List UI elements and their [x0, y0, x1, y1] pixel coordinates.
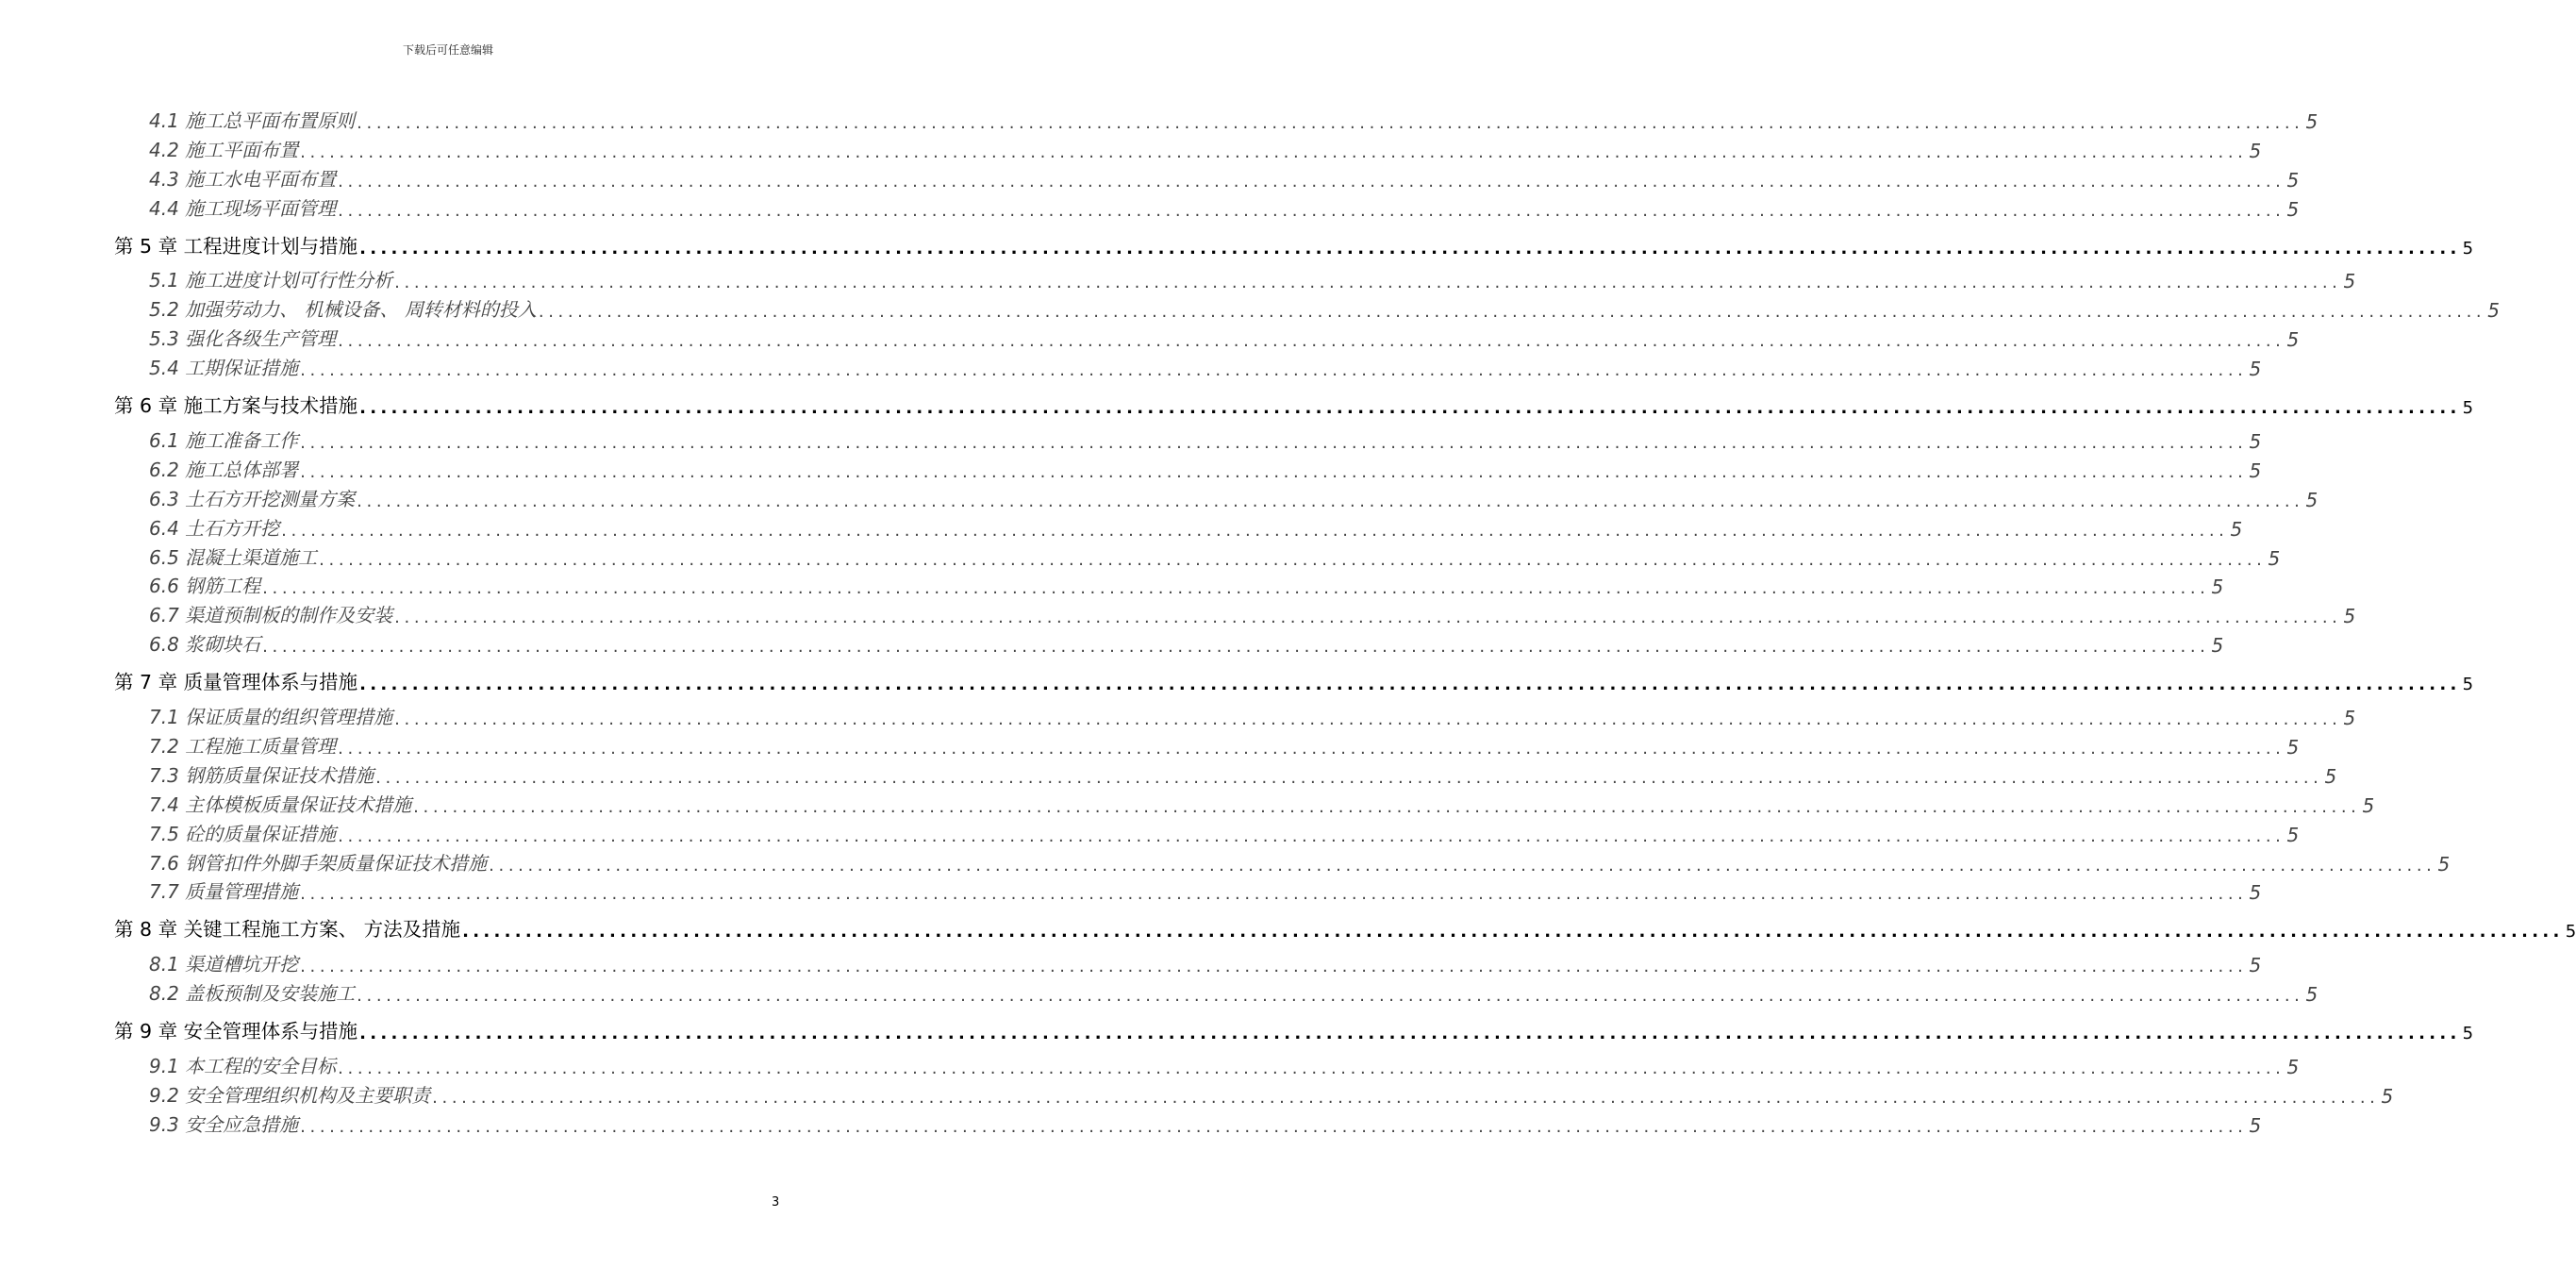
toc-section-title: 7.1 保证质量的组织管理措施: [149, 706, 393, 729]
toc-page-number: 5: [2343, 270, 2356, 293]
toc-page-number: 5: [2324, 764, 2337, 788]
toc-section-entry[interactable]: [149, 351, 2262, 381]
toc-chapter-title: 第 6 章 施工方案与技术措施: [114, 394, 358, 418]
toc-page-number: 5: [2230, 517, 2243, 541]
toc-section-entry[interactable]: [149, 192, 2300, 221]
toc-dot-leader: ........................................................................................................................................................................................................: [394, 273, 2342, 293]
toc-section-title: 6.8 浆砌块石: [149, 633, 261, 657]
toc-chapter-entry[interactable]: [114, 1006, 2474, 1044]
toc-chapter-entry[interactable]: [114, 380, 2474, 419]
toc-section-entry[interactable]: [149, 817, 2300, 846]
toc-page-number: 5: [2286, 1056, 2300, 1079]
toc-section-entry[interactable]: [149, 133, 2262, 162]
toc-section-title: 6.3 土石方开挖测量方案: [149, 487, 356, 510]
toc-section-title: 6.7 渠道预制板的制作及安装: [149, 604, 393, 627]
toc-section-title: 9.1 本工程的安全目标: [149, 1055, 337, 1078]
toc-chapter-title: 第 9 章 安全管理体系与措施: [114, 1020, 358, 1043]
toc-section-entry[interactable]: [149, 453, 2262, 482]
toc-page-number: 5: [2462, 675, 2474, 695]
toc-dot-leader: ........................................................................................................................................................................................................: [359, 1024, 2461, 1044]
toc-section-title: 8.2 盖板预制及安装施工: [149, 982, 356, 1006]
toc-section-title: 6.4 土石方开挖: [149, 516, 280, 540]
toc-section-entry[interactable]: [149, 292, 2500, 323]
toc-section-entry[interactable]: [149, 700, 2356, 730]
toc-page-number: 5: [2211, 576, 2224, 599]
toc-dot-leader: ........................................................................................................................................................................................................: [359, 675, 2461, 695]
toc-dot-leader: ........................................................................................................................................................................................................: [338, 739, 2285, 759]
toc-page-number: 5: [2462, 238, 2474, 259]
toc-section-title: 7.6 钢管扣件外脚手架质量保证技术措施: [149, 851, 488, 875]
toc-dot-leader: ........................................................................................................................................................................................................: [394, 608, 2342, 628]
toc-page-number: 5: [2437, 852, 2451, 876]
toc-page-number: 5: [2268, 546, 2281, 570]
toc-page-number: 5: [2249, 459, 2262, 482]
toc-section-entry[interactable]: [149, 976, 2318, 1007]
toc-dot-leader: ........................................................................................................................................................................................................: [394, 709, 2342, 730]
toc-chapter-entry[interactable]: [114, 657, 2474, 695]
toc-page-number: 5: [2343, 605, 2356, 628]
toc-dot-leader: ........................................................................................................................................................................................................: [300, 884, 2248, 905]
toc-section-title: 4.4 施工现场平面管理: [149, 196, 337, 220]
toc-chapter-entry[interactable]: [114, 221, 2474, 259]
toc-dot-leader: ........................................................................................................................................................................................................: [300, 360, 2248, 381]
toc-section-title: 5.1 施工进度计划可行性分析: [149, 269, 393, 292]
toc-section-title: 6.5 混凝土渠道施工: [149, 545, 318, 569]
toc-page-number: 5: [2462, 1024, 2474, 1044]
toc-section-entry[interactable]: [149, 1108, 2262, 1137]
toc-page-number: 5: [2487, 299, 2500, 323]
toc-section-title: 5.4 工期保证措施: [149, 357, 299, 380]
toc-page-number: 5: [2286, 736, 2300, 759]
toc-section-title: 6.2 施工总体部署: [149, 458, 299, 481]
toc-section-entry[interactable]: [149, 482, 2318, 511]
toc-page-number: 5: [2286, 168, 2300, 192]
toc-page-number: 5: [2249, 430, 2262, 454]
toc-page-number: 5: [2305, 109, 2318, 133]
toc-section-title: 7.7 质量管理措施: [149, 880, 299, 904]
toc-section-entry[interactable]: [149, 598, 2356, 628]
toc-section-entry[interactable]: [149, 1078, 2394, 1109]
toc-section-entry[interactable]: [149, 729, 2300, 759]
toc-page-number: 5: [2286, 328, 2300, 352]
toc-dot-leader: ........................................................................................................................................................................................................: [538, 302, 2486, 323]
toc-dot-leader: ........................................................................................................................................................................................................: [338, 331, 2285, 352]
toc-chapter-entry[interactable]: [114, 904, 2576, 943]
toc-section-title: 6.1 施工准备工作: [149, 429, 299, 453]
toc-dot-leader: ........................................................................................................................................................................................................: [338, 826, 2285, 846]
toc-section-entry[interactable]: [149, 264, 2356, 293]
toc-page-number: 5: [2249, 881, 2262, 905]
toc-section-title: 7.5 砼的质量保证措施: [149, 822, 337, 845]
toc-section-title: 9.3 安全应急措施: [149, 1112, 299, 1136]
toc-dot-leader: ........................................................................................................................................................................................................: [357, 491, 2304, 511]
toc-chapter-title: 第 8 章 关键工程施工方案、 方法及措施: [114, 918, 461, 942]
toc-chapter-title: 第 7 章 质量管理体系与措施: [114, 671, 358, 694]
toc-section-entry[interactable]: [149, 104, 2318, 133]
toc-chapter-title: 第 5 章 工程进度计划与措施: [114, 234, 358, 258]
toc-dot-leader: ........................................................................................................................................................................................................: [338, 171, 2285, 192]
toc-section-entry[interactable]: [149, 947, 2262, 977]
toc-page-number: 5: [2286, 823, 2300, 846]
toc-page-number: 5: [2211, 634, 2224, 658]
toc-section-entry[interactable]: [149, 541, 2281, 570]
toc-dot-leader: ........................................................................................................................................................................................................: [359, 238, 2461, 259]
toc-dot-leader: ........................................................................................................................................................................................................: [462, 922, 2564, 943]
toc-section-entry[interactable]: [149, 627, 2224, 658]
toc-section-entry[interactable]: [149, 570, 2224, 599]
toc-section-title: 4.3 施工水电平面布置: [149, 167, 337, 191]
toc-dot-leader: ........................................................................................................................................................................................................: [357, 112, 2304, 133]
toc-dot-leader: ........................................................................................................................................................................................................: [262, 578, 2210, 599]
toc-section-title: 5.3 强化各级生产管理: [149, 327, 337, 351]
toc-section-title: 6.6 钢筋工程: [149, 575, 261, 598]
toc-page-number: 5: [2249, 358, 2262, 381]
toc-dot-leader: ........................................................................................................................................................................................................: [262, 637, 2210, 658]
toc-dot-leader: ........................................................................................................................................................................................................: [338, 1059, 2285, 1079]
toc-section-title: 5.2 加强劳动力、 机械设备、 周转材料的投入: [149, 298, 537, 322]
toc-dot-leader: ........................................................................................................................................................................................................: [300, 957, 2248, 977]
toc-section-entry[interactable]: [149, 788, 2375, 817]
toc-page-number: 5: [2249, 954, 2262, 977]
toc-section-entry[interactable]: [149, 846, 2451, 876]
toc-dot-leader: ........................................................................................................................................................................................................: [489, 855, 2436, 876]
toc-page-number: 5: [2286, 197, 2300, 221]
toc-page-number: 5: [2381, 1085, 2394, 1109]
toc-dot-leader: ........................................................................................................................................................................................................: [359, 398, 2461, 419]
toc-page-number: 5: [2343, 707, 2356, 730]
toc-section-entry[interactable]: [149, 162, 2300, 192]
page-number: 3: [772, 1195, 780, 1210]
toc-section-entry[interactable]: [149, 1049, 2300, 1079]
toc-page-number: 5: [2462, 398, 2474, 419]
toc-dot-leader: ........................................................................................................................................................................................................: [300, 142, 2248, 162]
toc-page-number: 5: [2249, 1113, 2262, 1137]
toc-page-number: 5: [2362, 793, 2375, 817]
toc-section-title: 4.1 施工总平面布置原则: [149, 108, 356, 132]
toc-dot-leader: ........................................................................................................................................................................................................: [300, 433, 2248, 454]
page-header: 下载后可任意编辑: [402, 43, 493, 57]
toc-section-entry[interactable]: [149, 322, 2300, 352]
table-of-contents: [0, 104, 2576, 1137]
toc-page-number: 5: [2249, 139, 2262, 162]
toc-section-entry[interactable]: [149, 876, 2262, 905]
toc-page-number: 5: [2305, 983, 2318, 1007]
toc-section-entry[interactable]: [149, 759, 2337, 788]
toc-section-title: 8.1 渠道槽坑开挖: [149, 953, 299, 976]
toc-dot-leader: ........................................................................................................................................................................................................: [432, 1088, 2380, 1109]
toc-section-title: 7.2 工程施工质量管理: [149, 735, 337, 759]
toc-dot-leader: ........................................................................................................................................................................................................: [357, 986, 2304, 1007]
toc-section-title: 7.3 钢筋质量保证技术措施: [149, 763, 374, 787]
toc-dot-leader: ........................................................................................................................................................................................................: [300, 1116, 2248, 1137]
toc-dot-leader: ........................................................................................................................................................................................................: [338, 200, 2285, 221]
toc-section-title: 7.4 主体模板质量保证技术措施: [149, 792, 412, 816]
toc-section-title: 4.2 施工平面布置: [149, 138, 299, 161]
toc-dot-leader: ........................................................................................................................................................................................................: [281, 520, 2229, 541]
toc-dot-leader: ........................................................................................................................................................................................................: [300, 461, 2248, 482]
toc-section-entry[interactable]: [149, 424, 2262, 454]
toc-section-entry[interactable]: [149, 511, 2243, 541]
toc-page-number: 5: [2305, 488, 2318, 511]
toc-section-title: 9.2 安全管理组织机构及主要职责: [149, 1084, 431, 1108]
toc-dot-leader: ........................................................................................................................................................................................................: [375, 767, 2323, 788]
toc-page-number: 5: [2565, 922, 2576, 943]
toc-dot-leader: ........................................................................................................................................................................................................: [319, 549, 2267, 570]
toc-dot-leader: ........................................................................................................................................................................................................: [413, 796, 2361, 817]
